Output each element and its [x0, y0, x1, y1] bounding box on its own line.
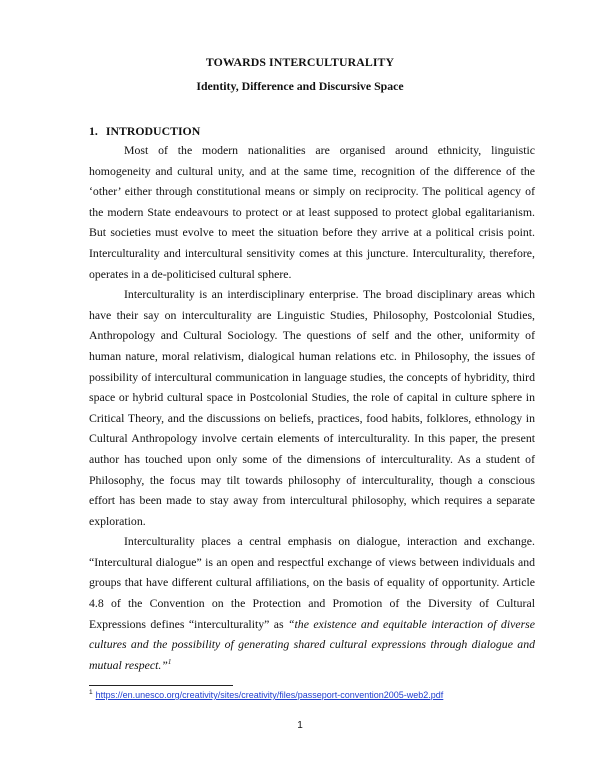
footnote-reference[interactable]: 1 — [167, 657, 172, 666]
page-number: 1 — [297, 720, 303, 731]
footnote — [89, 690, 443, 700]
paragraph-2: Interculturality is an interdisciplinary enterprise. The broad disciplinary areas which have their say on interculturality are Linguistic Studies, Philosophy, Postcolonial Studies, Anthropology and Cultural Sociology. The questions of self and the other, uniformity of human nature, moral relativism, dialogical human relations etc. in Philosophy, the issues of possibility of intercultural communication in language studies, the concepts of hybridity, third space or hybrid cultural space in Postcolonial Studies, the role of capital in culture sphere in Critical Theory, and the discussions on beliefs, practices, food habits, folklores, ethnology in Cultural Anthropology involve certain elements of interculturality. In this paper, the present author has touched upon only some of the dimensions of interculturality. As a student of Philosophy, the focus may tilt towards philosophy of interculturality, though a conscious effort has been made to stay away from intercultural philosophy, which requires a separate exploration. — [89, 287, 535, 528]
paragraph-3 — [89, 531, 535, 675]
footnote-marker: 1 — [89, 689, 93, 696]
document-subtitle: Identity, Difference and Discursive Space — [196, 79, 404, 93]
footnote-link[interactable]: https://en.unesco.org/creativity/sites/creativity/files/passeport-convention2005-web2.pdf — [95, 690, 444, 700]
body-text — [89, 140, 535, 675]
section-heading — [89, 124, 200, 139]
document-title: TOWARDS INTERCULTURALITY — [205, 55, 395, 69]
footnote-divider — [89, 685, 233, 686]
paragraph-1: Most of the modern nationalities are organised around ethnicity, linguistic homogeneity and cultural unity, and at the same time, recognition of the difference of the ‘other’ either through constitutional means or simply on reciprocity. The political agency of the modern State endeavours to protect or at least supposed to protect global egalitarianism. But societies must evolve to meet the situation before they arrive at a political crisis point. Interculturality and intercultural sensitivity comes at this juncture. Interculturality, therefore, operates in a de-politicised cultural sphere. — [89, 143, 535, 281]
paragraph-3-text: Interculturality places a central emphasis on dialogue, interaction and exchange. “Intercultural dialogue” is an open and respectful exchange of views between individuals and groups that have different cultural affiliations, on the basis of equality of opportunity. Article 4.8 of the Convention on the Protection and Promotion of the Diversity of Cultural Expressions defines “interculturality” as — [89, 534, 535, 631]
convention-quote: “the existence and equitable interaction of diverse cultures and the possibility of generating shared cultural expressions through dialogue and mutual respect.” — [89, 616, 535, 672]
section-title: INTRODUCTION — [105, 124, 201, 138]
section-number: 1. — [89, 124, 98, 138]
